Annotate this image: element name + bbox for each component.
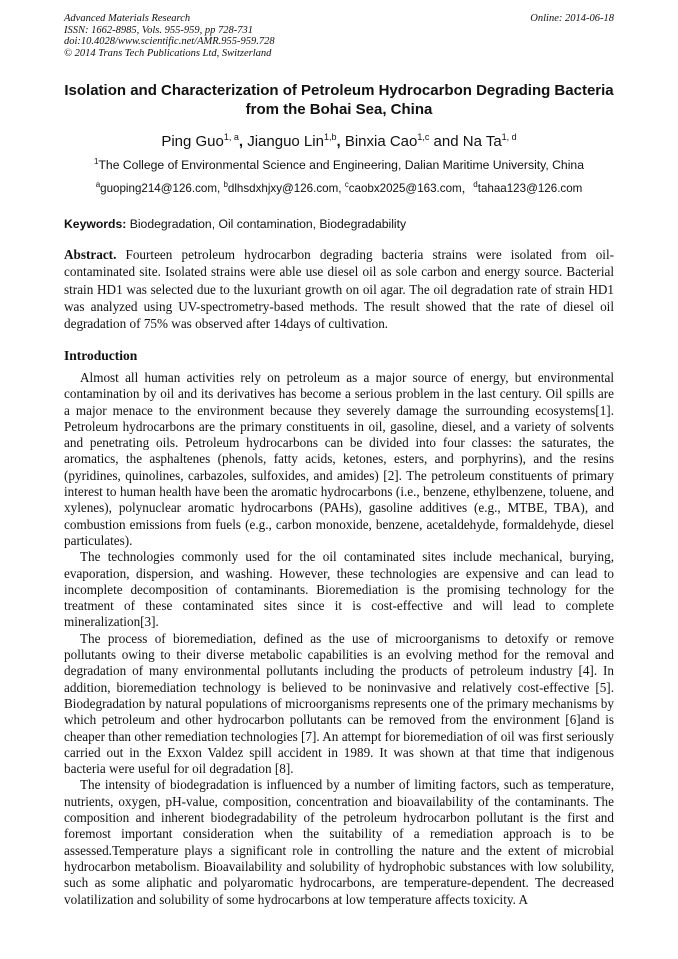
- paragraph: The technologies commonly used for the oil contaminated sites include mechanical, burying, evaporation, dispersion, and washing. However, these technologies are expensive and can lead to incomplete decomposition of contaminants. Bioremediation is the promising technology for the treatment of these contaminated sites since it is cost-effective and will lead to complete mineralization[3].: [64, 549, 614, 630]
- email-superscript: d: [473, 180, 478, 190]
- doi-line: doi:10.4028/www.scientific.net/AMR.955-959.728: [64, 36, 275, 47]
- paragraph: Almost all human activities rely on petroleum as a major source of energy, but environmental contamination by oil and its derivatives has become a serious problem in the last century. Oil spills are a major menace to the environment because they severely damage the surrounding ecosystems[1]. Petroleum hydrocarbons are the primary constituents in oil, gasoline, diesel, and a variety of solvents and penetrating oils. Petroleum hydrocarbons can be divided into four classes: the saturates, the aromatics, the asphaltenes (phenols, fatty acids, ketones, esters, and porphyrins), and the resins (pyridines, quinolines, carbazoles, sulfoxides, and amides) [2]. The petroleum constituents of primary interest to human health have been the aromatic hydrocarbons (i.e., benzene, ethylbenzene, toluene, and xylenes), polynuclear aromatic hydrocarbons (PAHs), gasoline additives (e.g., MTBE, TBA), and combustion emissions from fuels (e.g., carbon monoxide, benzene, acetaldehyde, formaldehyde, diesel particulates).: [64, 370, 614, 548]
- paper-title: Isolation and Characterization of Petroleum Hydrocarbon Degrading Bacteria from the Bohai Sea, China: [64, 82, 614, 118]
- separator: ,: [238, 133, 248, 150]
- abstract-text: Fourteen petroleum hydrocarbon degrading bacteria strains were isolated from oil-contaminated site. Isolated strains were able use diesel oil as sole carbon and energy source. Bacterial strain HD1 was selected due to the luxuriant growth on oil agar. The oil degradation rate of strain HD1 was analyzed using UV-spectrometry-based methods. The result showed that the rate of diesel oil degradation of 75% was observed after 14days of cultivation.: [64, 247, 615, 332]
- author-name: Jianguo Lin: [247, 133, 324, 150]
- separator: ,: [336, 133, 345, 150]
- email-superscript: b: [223, 180, 228, 190]
- email: tahaa123@126.com: [477, 182, 583, 195]
- paragraph: The intensity of biodegradation is influenced by a number of limiting factors, such as temperature, nutrients, oxygen, pH-value, composition, concentration and bioavailability of the contaminants. The composition and inherent biodegradability of the petroleum hydrocarbon pollutant is the first and foremost important consideration when the suitability of a remediation approach is to be assessed.Temperature plays a significant role in controlling the nature and the extent of microbial hydrocarbon metabolism. Bioavailability and solubility of hydrophobic substances with low solubility, such as some aliphatic and polyaromatic hydrocarbons, are temperature-dependent. The decreased volatilization and solubility of some hydrocarbons at low temperature affects toxicity. A: [64, 777, 614, 907]
- keywords-label: Keywords:: [64, 217, 127, 231]
- separator: and: [429, 133, 463, 150]
- affiliation: [40, 157, 638, 172]
- author-list: [40, 132, 638, 150]
- email-list: [40, 180, 638, 196]
- introduction-body: [64, 370, 614, 908]
- email: guoping214@126.com,: [100, 182, 224, 195]
- affiliation-superscript: 1: [94, 157, 99, 166]
- keywords: [64, 217, 614, 231]
- issn-line: ISSN: 1662-8985, Vols. 955-959, pp 728-731: [64, 24, 253, 36]
- online-date: Online: 2014-06-18: [530, 13, 614, 24]
- abstract-label: Abstract.: [64, 247, 117, 262]
- author-name: Na Ta: [462, 133, 502, 150]
- author-name: Binxia Cao: [344, 133, 418, 150]
- section-heading: Introduction: [64, 348, 138, 363]
- copyright-line: © 2014 Trans Tech Publications Ltd, Switzerland: [64, 47, 272, 59]
- email: caobx2025@163.com，: [348, 182, 474, 195]
- author-superscript: 1, a: [223, 132, 239, 142]
- author-superscript: 1, d: [501, 132, 517, 142]
- author-name: Ping Guo: [161, 133, 224, 150]
- abstract: [64, 246, 614, 332]
- author-superscript: 1,c: [417, 132, 430, 142]
- affiliation-text: The College of Environmental Science and Engineering, Dalian Maritime University, China: [98, 158, 584, 173]
- keywords-text: Biodegradation, Oil contamination, Biodegradability: [129, 217, 407, 231]
- author-superscript: 1,b: [323, 132, 337, 142]
- paragraph: The process of bioremediation, defined as the use of microorganisms to detoxify or remove pollutants owing to their diverse metabolic capabilities is an evolving method for the removal and degradation of many environmental pollutants including the products of petroleum industry [4]. In addition, bioremediation technology is believed to be noninvasive and relatively cost-effective [5]. Biodegradation by natural populations of microorganisms represents one of the primary mechanisms by which petroleum and other hydrocarbon pollutants can be removed from the environment [6]and is cheaper than other remediation technologies [7]. An attempt for bioremediation of oil was first seriously carried out in the Exxon Valdez spill accident in 1989. It was shown at that time that indigenous bacteria were useful for oil degradation [8].: [64, 630, 614, 777]
- journal-header: [64, 13, 614, 59]
- journal-name: Advanced Materials Research: [64, 13, 191, 24]
- email-superscript: a: [95, 180, 101, 190]
- email: dlhsdxhjxy@126.com,: [227, 182, 345, 195]
- email-superscript: c: [344, 180, 349, 190]
